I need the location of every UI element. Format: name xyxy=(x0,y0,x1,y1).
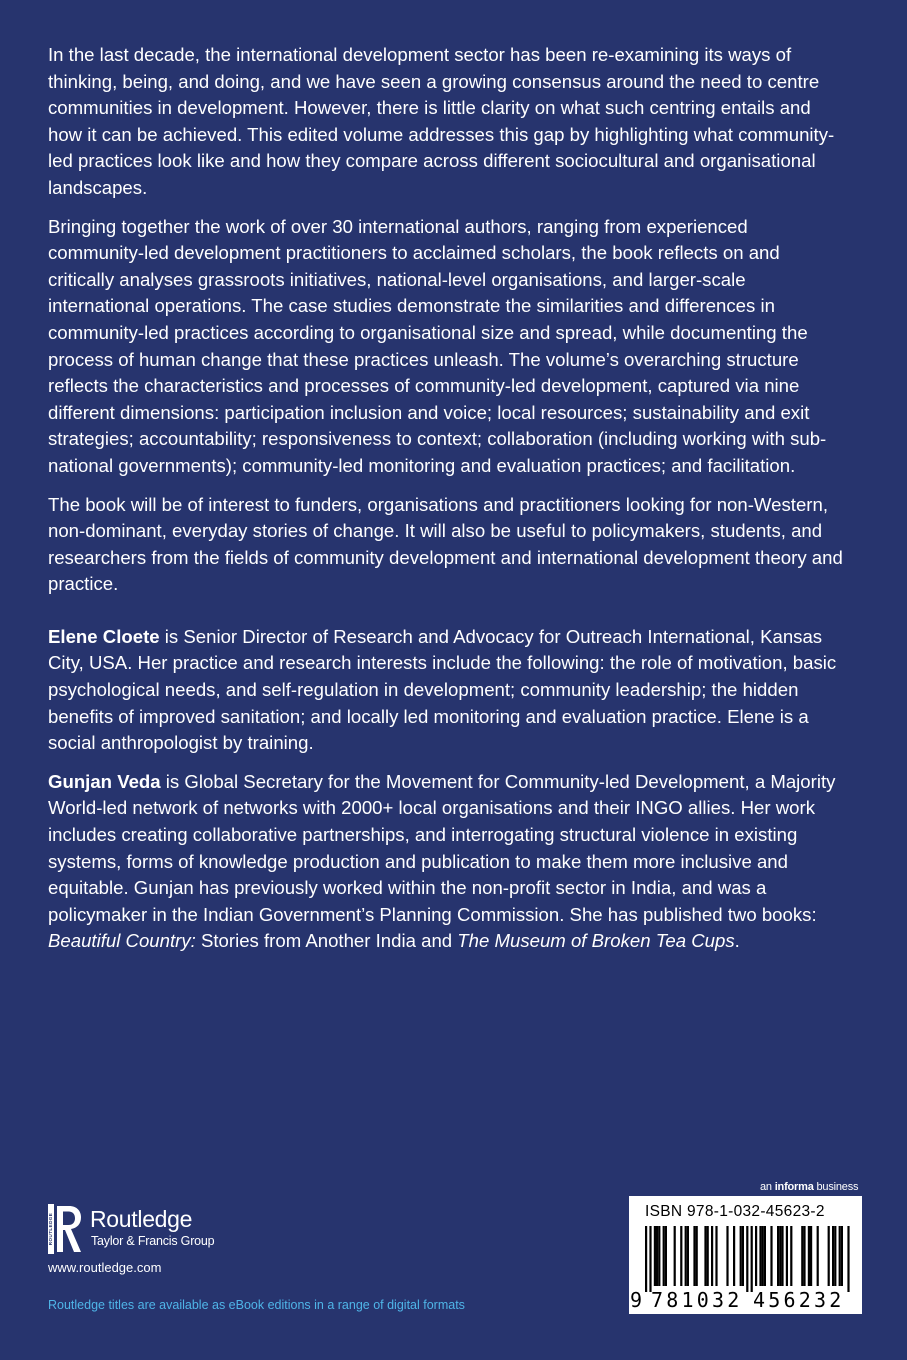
barcode-bar xyxy=(654,1226,656,1286)
barcode-bar xyxy=(755,1226,757,1286)
blurb xyxy=(48,42,848,967)
barcode-bar xyxy=(665,1226,667,1286)
blurb-paragraph-2: Bringing together the work of over 30 international authors, ranging from experienced community-led development practitioners to acclaimed scholars, the book reflects on and critically analyses grassroots initiatives, national-level organisations, and larger-scale international operations. The case studies demonstrate the similarities and differences in community-led practices according to organisational size and spread, while documenting the process of human change that these practices unleash. The volume’s overarching structure reflects the characteristics and processes of community-led development, captured via nine different dimensions: participation inclusion and voice; local resources; sustainability and exit strategies; accountability; responsiveness to context; collaboration (including working with sub-national governments); community-led monitoring and evaluation practices; and facilitation. xyxy=(48,215,827,476)
author-bio-1 xyxy=(48,624,848,757)
barcode-bar xyxy=(726,1226,728,1286)
barcode-bar xyxy=(764,1226,766,1286)
barcode-bar xyxy=(762,1226,764,1286)
bio-end: . xyxy=(734,930,740,952)
barcode-bar xyxy=(663,1226,665,1286)
book-title-1-rest: Stories from Another India and xyxy=(195,930,458,952)
author-name-1: Elene Cloete xyxy=(48,625,160,647)
barcode-bar xyxy=(693,1226,695,1286)
ebook-note: Routledge titles are available as eBook editions in a range of digital formats xyxy=(48,1298,465,1312)
barcode-bar xyxy=(803,1226,805,1286)
barcode-bar xyxy=(733,1226,735,1286)
barcode-bar xyxy=(746,1226,748,1292)
barcode-bar xyxy=(687,1226,689,1286)
barcode-bar xyxy=(649,1226,651,1292)
routledge-logo-icon xyxy=(48,1204,82,1254)
barcode-bar xyxy=(817,1226,819,1286)
author-bio-text-1: is Senior Director of Research and Advocacy for Outreach International, Kansas City, USA. Her practice and research interests include the following: the role of motivation, basic psychological needs, and self-regulation in development; community leadership; the hidden benefits of improved sanitation; and locally led monitoring and evaluation practice. Elene is a social anthropologist by training. xyxy=(48,625,837,754)
informa-tagline: an informa business xyxy=(760,1181,859,1193)
barcode-bar xyxy=(781,1226,783,1286)
barcode-bar xyxy=(711,1226,713,1286)
author-bio-2 xyxy=(48,769,848,955)
barcode-bar xyxy=(674,1226,676,1286)
barcode-bar xyxy=(742,1226,744,1286)
barcode-bar xyxy=(790,1226,792,1286)
barcode-bar xyxy=(704,1226,706,1286)
barcode-bar xyxy=(658,1226,660,1286)
barcode-bar xyxy=(810,1226,812,1286)
barcode-bar xyxy=(779,1226,781,1286)
barcode-bar xyxy=(751,1226,753,1292)
barcode-bar xyxy=(715,1226,717,1286)
ean-left-digits: 781032 xyxy=(651,1288,743,1312)
publisher-block xyxy=(48,1200,308,1260)
barcode-bar xyxy=(839,1226,841,1286)
barcode-bar xyxy=(841,1226,843,1286)
blurb-paragraph-3: The book will be of interest to funders, organisations and practitioners looking for non-Western, non-dominant, everyday stories of change. It will also be useful to policymakers, students, and researchers from the fields of community development and international development theory and practice. xyxy=(48,493,843,595)
publisher-url[interactable]: www.routledge.com xyxy=(48,1260,162,1275)
barcode-bar xyxy=(759,1226,761,1286)
ean-first-digit: 9 xyxy=(630,1288,643,1312)
publisher-group: Taylor & Francis Group xyxy=(91,1234,215,1248)
barcode-bar xyxy=(685,1226,687,1286)
barcode-bar xyxy=(801,1226,803,1286)
barcode-bar xyxy=(707,1226,709,1286)
ean-right-digits: 456232 xyxy=(753,1288,845,1312)
book-title-1: Beautiful Country: xyxy=(48,930,196,952)
barcode-bar xyxy=(645,1226,647,1292)
author-bio-text-2: is Global Secretary for the Movement for Community-led Development, a Majority World-led network of networks with 2000+ local organisations and their INGO allies. Her work includes creating collaborative partnerships, and interrogating structural violence in existing systems, forms of knowledge production and publication to make them more inclusive and equitable. Gunjan has previously worked within the non-profit sector in India, and was a policymaker in the Indian Government’s Planning Commission. She has published two books: xyxy=(48,770,836,925)
book-title-2: The Museum of Broken Tea Cups xyxy=(457,930,735,952)
barcode-bars xyxy=(641,1226,851,1292)
barcode-bar xyxy=(847,1226,849,1292)
barcode-bar xyxy=(777,1226,779,1286)
barcode-bar xyxy=(680,1226,682,1286)
barcode-bar xyxy=(834,1226,836,1286)
barcode-bar xyxy=(808,1226,810,1286)
blurb-paragraph-1: In the last decade, the international development sector has been re-examining its ways of thinking, being, and doing, and we have seen a growing consensus around the need to centre communities in development. However, there is little clarity on what such centring entails and how it can be achieved. This edited volume addresses this gap by highlighting what community-led practices look like and how they compare across different sociocultural and organisational landscapes. xyxy=(48,44,835,198)
barcode-bar xyxy=(770,1226,772,1286)
isbn-label: ISBN 978-1-032-45623-2 xyxy=(645,1203,825,1220)
logo-vertical-text: ROUTLEDGE xyxy=(48,1212,54,1246)
barcode-bar xyxy=(828,1226,830,1286)
barcode-bar xyxy=(832,1226,834,1286)
barcode-bar xyxy=(696,1226,698,1286)
barcode-bar xyxy=(656,1226,658,1286)
barcode-bar xyxy=(740,1226,742,1286)
barcode-box xyxy=(629,1196,862,1314)
barcode-bar xyxy=(786,1226,788,1286)
informa-brand: informa xyxy=(774,1181,814,1193)
publisher-name: Routledge xyxy=(90,1206,193,1232)
author-name-2: Gunjan Veda xyxy=(48,770,161,792)
